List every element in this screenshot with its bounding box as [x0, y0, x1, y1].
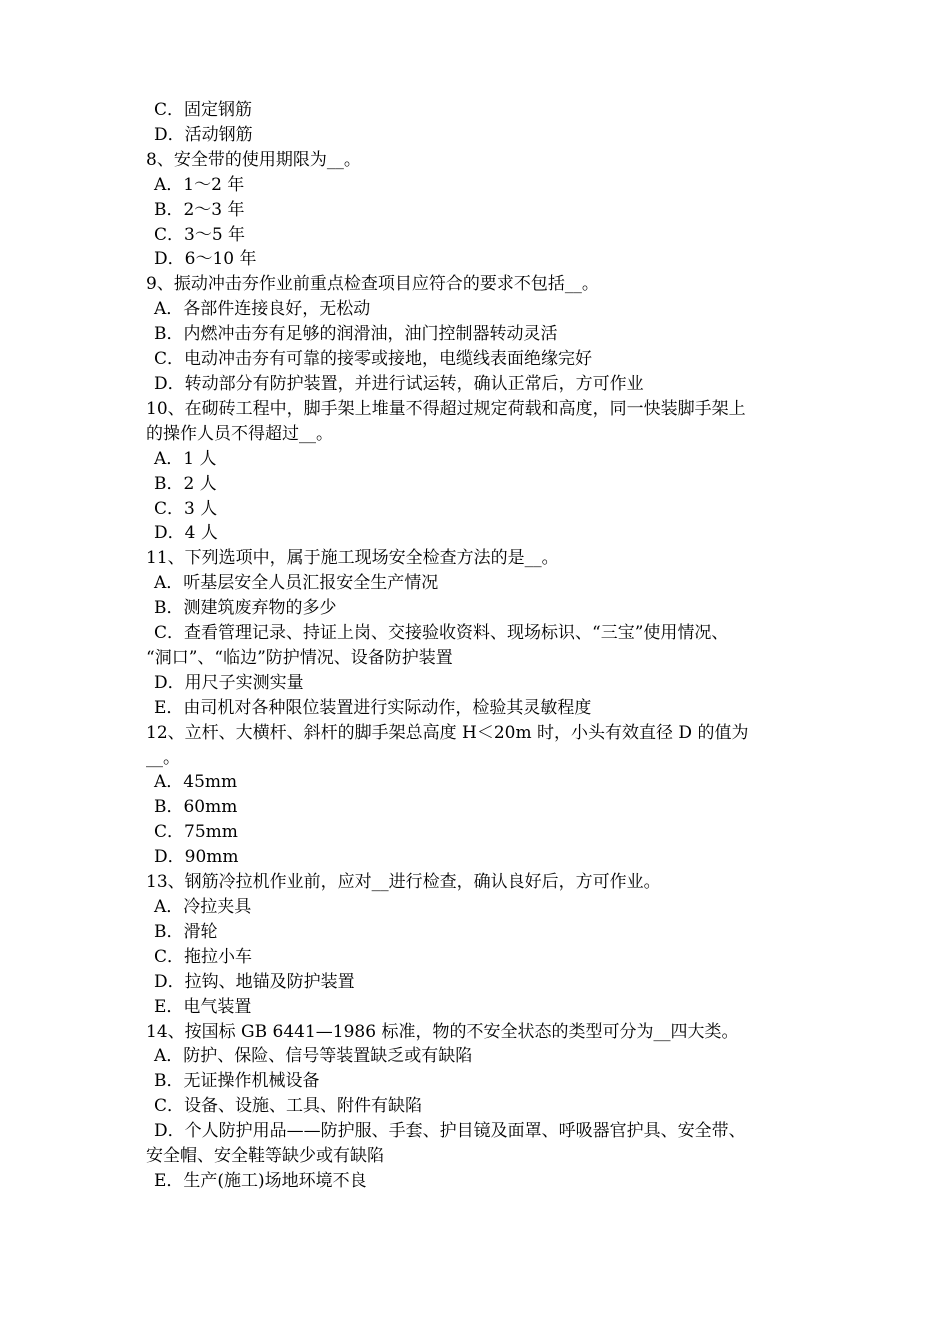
answer-option-line: A．各部件连接良好，无松动 — [154, 299, 371, 320]
answer-option-line: B．测建筑废弃物的多少 — [154, 598, 337, 619]
answer-option-line: D．个人防护用品——防护服、手套、护目镜及面罩、呼吸器官护具、安全带、 — [154, 1121, 746, 1142]
answer-option-line: D．90mm — [154, 847, 239, 868]
question-text-line: 8、安全带的使用期限为__。 — [146, 149, 361, 170]
answer-option-line: C．3～5 年 — [154, 224, 246, 245]
answer-option-line: A．听基层安全人员汇报安全生产情况 — [154, 573, 439, 594]
answer-option-line: C．拖拉小车 — [154, 946, 253, 967]
answer-option-line: D．6～10 年 — [154, 249, 257, 270]
answer-option-line: B．2～3 年 — [154, 199, 245, 220]
answer-option-line: B．2 人 — [154, 473, 217, 494]
question-text-line: 安全帽、安全鞋等缺少或有缺陷 — [146, 1146, 384, 1167]
question-text-line: “洞口”、“临边”防护情况、设备防护装置 — [146, 647, 453, 668]
question-text-line: 13、钢筋冷拉机作业前，应对__进行检查，确认良好后，方可作业。 — [146, 872, 661, 893]
question-text-line: 10、在砌砖工程中，脚手架上堆量不得超过规定荷载和高度，同一快装脚手架上 — [146, 398, 746, 419]
answer-option-line: A．防护、保险、信号等装置缺乏或有缺陷 — [154, 1046, 473, 1067]
answer-option-line: A．冷拉夹具 — [154, 897, 252, 917]
answer-option-line: B．内燃冲击夯有足够的润滑油，油门控制器转动灵活 — [154, 324, 558, 345]
answer-option-line: C．电动冲击夯有可靠的接零或接地，电缆线表面绝缘完好 — [154, 349, 593, 370]
answer-option-line: C．设备、设施、工具、附件有缺陷 — [154, 1096, 423, 1117]
question-text-line: __。 — [146, 747, 180, 768]
answer-option-line: E．生产(施工)场地环境不良 — [154, 1170, 367, 1191]
answer-option-line: C．75mm — [154, 822, 238, 843]
answer-option-line: E．由司机对各种限位装置进行实际动作，检验其灵敏程度 — [154, 697, 592, 718]
document-page — [146, 98, 812, 1194]
answer-option-line: B．滑轮 — [154, 921, 218, 942]
answer-option-line: B．60mm — [154, 797, 238, 818]
answer-option-line: D．4 人 — [154, 523, 218, 544]
question-text-line: 11、下列选项中，属于施工现场安全检查方法的是__。 — [146, 548, 559, 569]
answer-option-line: D．转动部分有防护装置，并进行试运转，确认正常后，方可作业 — [154, 373, 644, 394]
question-text-line: 12、立杆、大横杆、斜杆的脚手架总高度 H＜20m 时，小头有效直径 D 的值为 — [146, 722, 749, 743]
answer-option-line: D．拉钩、地锚及防护装置 — [154, 971, 355, 992]
question-text-line: 的操作人员不得超过__。 — [146, 423, 333, 444]
answer-option-line: D．用尺子实测实量 — [154, 672, 304, 693]
answer-option-line: A．1～2 年 — [154, 174, 245, 195]
question-text-line: 14、按国标 GB 6441—1986 标准，物的不安全状态的类型可分为__四大类。 — [146, 1021, 739, 1042]
answer-option-line: C．固定钢筋 — [154, 100, 253, 120]
answer-option-line: B．无证操作机械设备 — [154, 1071, 320, 1092]
answer-option-line: E．电气装置 — [154, 996, 252, 1017]
question-text-line: 9、振动冲击夯作业前重点检查项目应符合的要求不包括__。 — [146, 274, 599, 295]
answer-option-line: A．1 人 — [154, 448, 217, 469]
answer-option-line: C．查看管理记录、持证上岗、交接验收资料、现场标识、“三宝”使用情况、 — [154, 623, 729, 644]
answer-option-line: C．3 人 — [154, 498, 218, 519]
answer-option-line: A．45mm — [154, 772, 238, 793]
answer-option-line: D．活动钢筋 — [154, 124, 253, 145]
